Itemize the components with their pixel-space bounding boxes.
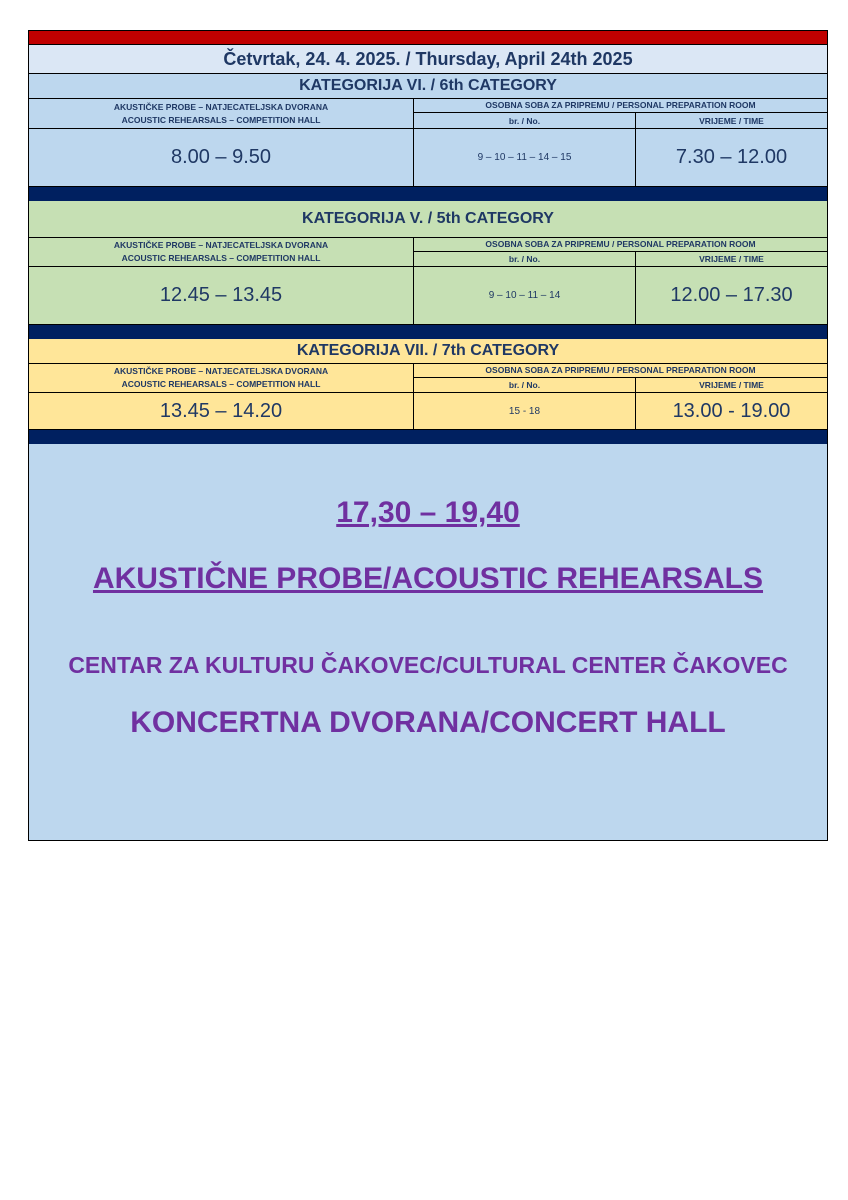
time-header: VRIJEME / TIME: [699, 254, 764, 264]
room-numbers: 9 – 10 – 11 – 14: [414, 267, 636, 324]
acoustic-time: 12.45 – 13.45: [29, 267, 414, 324]
column-header-row: [29, 99, 827, 129]
info-title: AKUSTIČNE PROBE/ACOUSTIC REHEARSALS: [92, 562, 764, 595]
category-title: KATEGORIJA V. / 5th CATEGORY: [29, 201, 827, 238]
room-header: [414, 238, 827, 266]
room-header-label: OSOBNA SOBA ZA PRIPREMU / PERSONAL PREPARATION ROOM: [414, 364, 827, 378]
schedule-sheet: [28, 30, 828, 841]
number-header: br. / No.: [414, 252, 636, 266]
room-header-label: OSOBNA SOBA ZA PRIPREMU / PERSONAL PREPARATION ROOM: [414, 238, 827, 252]
separator-bar: [28, 430, 828, 444]
room-numbers: 15 - 18: [414, 393, 636, 429]
acoustic-header: [29, 364, 414, 392]
category-title: KATEGORIJA VII. / 7th CATEGORY: [29, 339, 827, 364]
acoustic-time: 13.45 – 14.20: [29, 393, 414, 429]
acoustic-time: 8.00 – 9.50: [29, 129, 414, 186]
acoustic-header-hr: AKUSTIČKE PROBE – NATJECATELJSKA DVORANA: [113, 240, 329, 250]
category-7-block: [28, 339, 828, 430]
acoustic-header-en: ACOUSTIC REHEARSALS – COMPETITION HALL: [121, 253, 321, 263]
category-data-row: [29, 393, 827, 430]
column-header-row: [29, 238, 827, 267]
time-header: VRIJEME / TIME: [699, 380, 764, 390]
date-title: Četvrtak, 24. 4. 2025. / Thursday, April 24th 2025: [28, 45, 828, 74]
info-hall: KONCERTNA DVORANA/CONCERT HALL: [130, 706, 726, 739]
room-numbers: 9 – 10 – 11 – 14 – 15: [414, 129, 636, 186]
room-header: [414, 99, 827, 128]
category-title: KATEGORIJA VI. / 6th CATEGORY: [29, 74, 827, 99]
category-5-block: [28, 201, 828, 325]
info-time: 17,30 – 19,40: [336, 496, 520, 529]
top-red-bar: [28, 30, 828, 45]
acoustic-header-en: ACOUSTIC REHEARSALS – COMPETITION HALL: [121, 114, 321, 125]
acoustic-header-hr: AKUSTIČKE PROBE – NATJECATELJSKA DVORANA: [113, 101, 329, 112]
room-time: 7.30 – 12.00: [675, 146, 788, 168]
room-header-label: OSOBNA SOBA ZA PRIPREMU / PERSONAL PREPARATION ROOM: [414, 99, 827, 113]
acoustic-header: [29, 99, 414, 128]
room-header: [414, 364, 827, 392]
info-venue: CENTAR ZA KULTURU ČAKOVEC/CULTURAL CENTER ČAKOVEC: [68, 652, 788, 678]
room-time: 13.00 - 19.00: [672, 399, 791, 422]
acoustic-header-hr: AKUSTIČKE PROBE – NATJECATELJSKA DVORANA: [113, 366, 329, 376]
time-header: VRIJEME / TIME: [699, 115, 764, 126]
acoustic-header-en: ACOUSTIC REHEARSALS – COMPETITION HALL: [121, 379, 321, 389]
number-header: br. / No.: [414, 378, 636, 392]
acoustic-rehearsal-info: [28, 444, 828, 841]
room-time: 12.00 – 17.30: [670, 284, 793, 306]
column-header-row: [29, 364, 827, 393]
separator-bar: [28, 187, 828, 201]
separator-bar: [28, 325, 828, 339]
number-header: br. / No.: [414, 113, 636, 128]
category-data-row: [29, 129, 827, 187]
category-6-block: [28, 74, 828, 187]
category-data-row: [29, 267, 827, 325]
acoustic-header: [29, 238, 414, 266]
